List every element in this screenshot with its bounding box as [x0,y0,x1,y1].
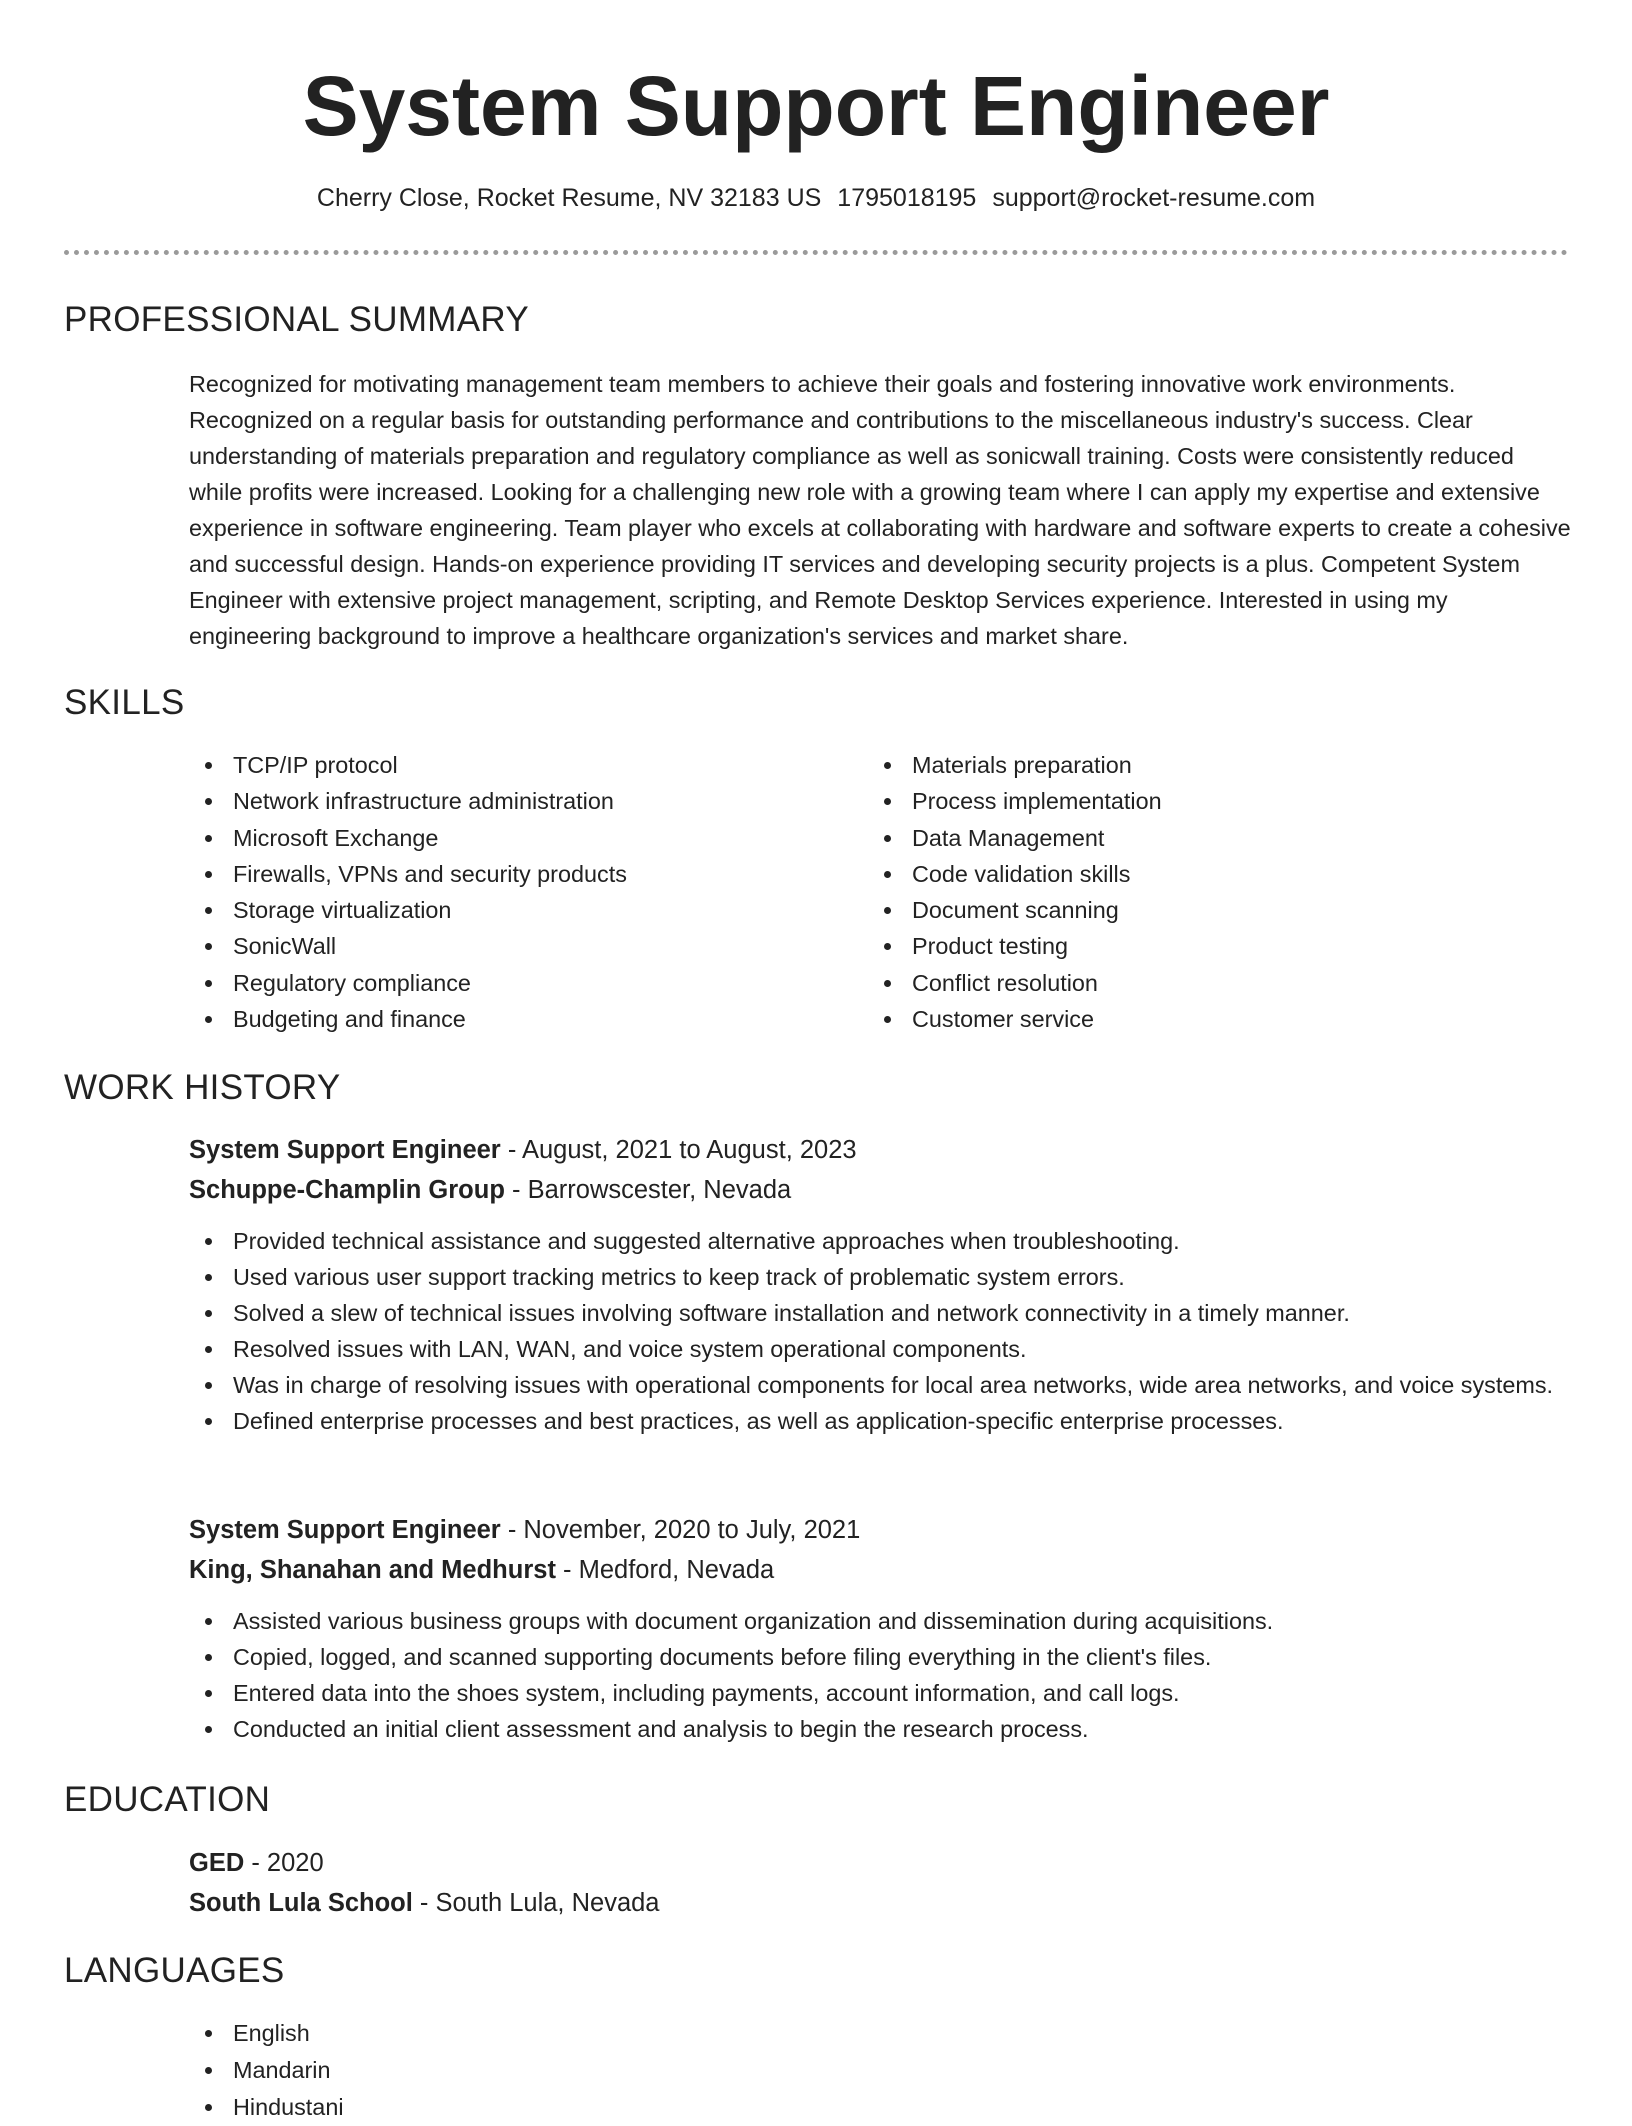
contact-address: Cherry Close, Rocket Resume, NV 32183 US [316,184,822,212]
language-item: English [205,2015,344,2052]
skill-item: Storage virtualization [205,892,627,928]
header-divider [64,250,1568,255]
contact-phone: 1795018195 [837,184,977,212]
skill-item: Product testing [884,928,1162,964]
section-title-education: EDUCATION [64,1780,271,1819]
job-entry [189,1130,1573,1439]
section-title-languages: LANGUAGES [64,1951,285,1990]
skill-item: SonicWall [205,928,627,964]
language-item: Hindustani [205,2089,344,2126]
language-item: Mandarin [205,2052,344,2089]
education-location: - South Lula, Nevada [412,1889,660,1917]
skill-item: Regulatory compliance [205,965,627,1001]
skill-item: Budgeting and finance [205,1001,627,1037]
job-bullet: Was in charge of resolving issues with operational components for local area networks, wide area networks, and voice systems. [205,1367,1575,1403]
job-bullet: Resolved issues with LAN, WAN, and voice system operational components. [205,1331,1575,1367]
skill-item: Code validation skills [884,856,1162,892]
job-dates: - August, 2021 to August, 2023 [500,1136,857,1164]
job-bullet: Entered data into the shoes system, including payments, account information, and call logs. [205,1675,1575,1711]
skill-item: Data Management [884,820,1162,856]
skill-item: Customer service [884,1001,1162,1037]
skill-item: Materials preparation [884,747,1162,783]
job-location: - Barrowscester, Nevada [504,1176,792,1204]
skills-list-left [205,747,627,1037]
summary-text: Recognized for motivating management team members to achieve their goals and fostering innovative work environments. Recognized on a regular basis for outstanding performance and contributions to the miscellaneous industry's success. Clear understanding of materials preparation and regulatory compliance as well as sonicwall training. Costs were consistently reduced while profits were increased. Looking for a challenging new role with a growing team where I can apply my expertise and extensive experience in software engineering. Team player who excels at collaborating with hardware and software experts to create a cohesive and successful design. Hands-on experience providing IT services and developing security projects is a plus. Competent System Engineer with extensive project management, scripting, and Remote Desktop Services experience. Interested in using my engineering background to improve a healthcare organization's services and market share. [189,371,1571,649]
job-bullet: Copied, logged, and scanned supporting documents before filing everything in the client's files. [205,1639,1575,1675]
job-role-line [189,1510,1573,1550]
job-entry [189,1510,1573,1747]
education-degree: GED [189,1849,245,1877]
job-bullet: Used various user support tracking metrics to keep track of problematic system errors. [205,1259,1575,1295]
education-school-line [189,1883,1573,1923]
candidate-name: System Support Engineer [302,59,1330,153]
skill-item: Document scanning [884,892,1162,928]
job-bullet: Provided technical assistance and suggested alternative approaches when troubleshooting. [205,1223,1575,1259]
skill-item: Firewalls, VPNs and security products [205,856,627,892]
skills-list-right [884,747,1162,1037]
job-company: King, Shanahan and Medhurst [189,1556,556,1584]
job-bullets [205,1603,1575,1747]
education-year: - 2020 [244,1849,324,1877]
job-bullet: Defined enterprise processes and best practices, as well as application-specific enterprise processes. [205,1403,1575,1439]
skill-item: Process implementation [884,783,1162,819]
contact-line [0,180,1632,216]
skill-item: Network infrastructure administration [205,783,627,819]
skill-item: TCP/IP protocol [205,747,627,783]
section-title-skills: SKILLS [64,683,185,722]
job-role-line [189,1130,1573,1170]
job-role: System Support Engineer [189,1136,501,1164]
job-bullet: Assisted various business groups with document organization and dissemination during acquisitions. [205,1603,1575,1639]
job-location: - Medford, Nevada [555,1556,775,1584]
skill-item: Microsoft Exchange [205,820,627,856]
job-company-line [189,1550,1573,1590]
job-dates: - November, 2020 to July, 2021 [500,1516,861,1544]
job-role: System Support Engineer [189,1516,501,1544]
skill-item: Conflict resolution [884,965,1162,1001]
job-company: Schuppe-Champlin Group [189,1176,505,1204]
job-bullets [205,1223,1575,1439]
education-entry [189,1843,1573,1923]
education-degree-line [189,1843,1573,1883]
job-company-line [189,1170,1573,1210]
section-title-work-history: WORK HISTORY [64,1068,341,1107]
education-school: South Lula School [189,1889,413,1917]
job-bullet: Conducted an initial client assessment and analysis to begin the research process. [205,1711,1575,1747]
contact-email: support@rocket-resume.com [992,184,1316,212]
job-bullet: Solved a slew of technical issues involving software installation and network connectivity in a timely manner. [205,1295,1575,1331]
languages-list [205,2015,344,2126]
section-title-summary: PROFESSIONAL SUMMARY [64,300,529,339]
